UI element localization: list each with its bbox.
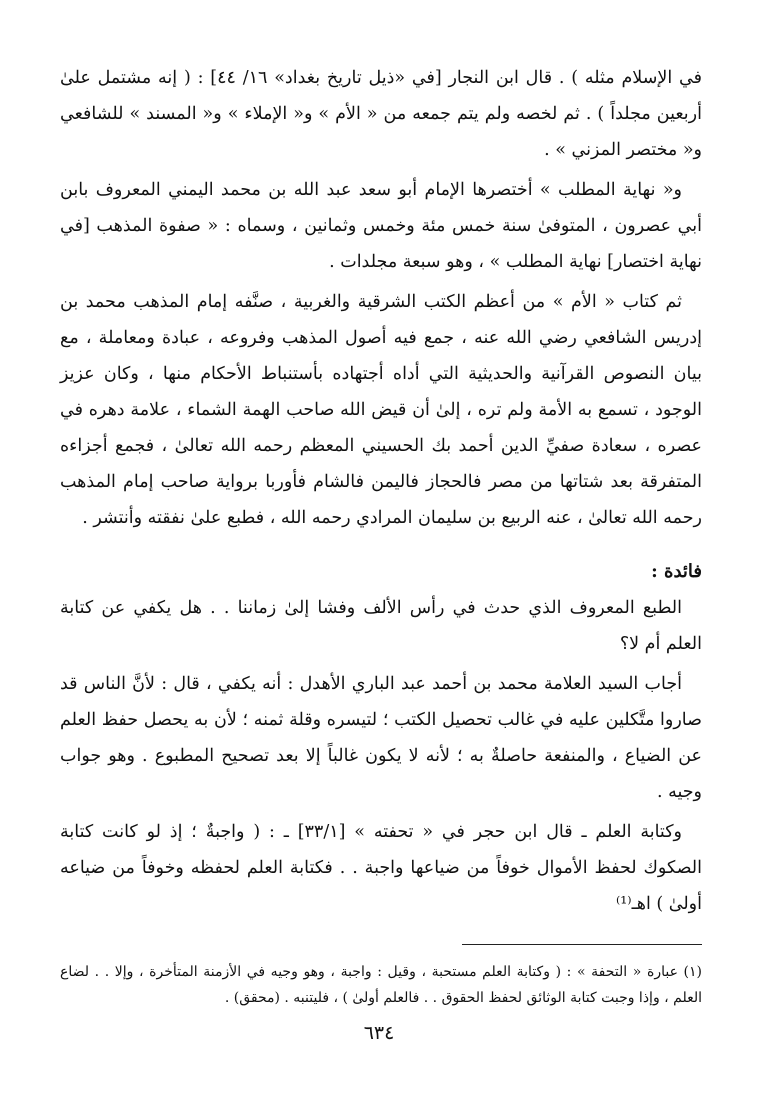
page-number: ٦٣٤ bbox=[363, 1022, 395, 1044]
page-body bbox=[60, 60, 702, 1011]
footnote-divider bbox=[462, 944, 702, 945]
paragraph-1: في الإسلام مثله ) . قال ابن النجار [في «ذيل تاريخ بغداد» ١٦/ ٤٤] : ( إنه مشتمل علىٰ أربعين مجلداً ) . ثم لخصه ولم يتم جمعه من « الأم » و« الإملاء » و« المسند » للشافعي و« مختصر المزني » . bbox=[60, 68, 703, 160]
footnote-1: (١) عبارة « التحفة » : ( وكتابة العلم مستحبة ، وقيل : واجبة ، وهو وجيه في الأزمنة المتأخرة ، وإلا . . لضاع العلم ، وإذا وجبت كتابة الوثائق لحفظ الحقوق . . فالعلم أولىٰ ) ، فليتنبه . (محقق) . bbox=[60, 964, 702, 1006]
faida-heading: فائدة : bbox=[651, 561, 702, 582]
faida-ibn-hajar: وكتابة العلم ـ قال ابن حجر في « تحفته » [٣٣/١] ـ : ( واجبةٌ ؛ إذ لو كانت كتابة الصكوك لحفظ الأموال خوفاً من ضياعها واجبة . . فكتابة العلم لحفظه وخوفاً من ضياعه أولىٰ ) اهـ⁽¹⁾ bbox=[60, 822, 702, 914]
faida-question: الطبع المعروف الذي حدث في رأس الألف وفشا إلىٰ زماننا . . هل يكفي عن كتابة العلم أم لا؟ bbox=[60, 598, 702, 654]
faida-answer: أجاب السيد العلامة محمد بن أحمد عبد الباري الأهدل : أنه يكفي ، قال : لأنَّ الناس قد صاروا متَّكلين عليه في غالب تحصيل الكتب ؛ لتيسره وقلة ثمنه ؛ لأن به يحصل حفظ العلم عن الضياع ، والمنفعة حاصلةٌ به ؛ لأنه لا يكون غالباً إلا بعد تصحيح المطبوع . وهو جواب وجيه . bbox=[60, 674, 702, 802]
paragraph-3: ثم كتاب « الأم » من أعظم الكتب الشرقية والغربية ، صنَّفه إمام المذهب محمد بن إدريس الشافعي رضي الله عنه ، جمع فيه أصول المذهب وفروعه ، عبادة ومعاملة ، مع بيان النصوص القرآنية والحديثية التي أداه أجتهاده بأستنباط الأحكام منها ، وكان عزيز الوجود ، تسمع به الأمة ولم تره ، إلىٰ أن قيض الله صاحب الهمة الشماء ، علامة دهره في عصره ، سعادة صفيِّ الدين أحمد بك الحسيني المعظم رحمه الله تعالىٰ ، فجمع أجزاءه المتفرقة بعد شتاتها من مصر فالحجاز فاليمن فالشام فأوربا برواية صاحب إمام المذهب رحمه الله تعالىٰ ، عنه الربيع بن سليمان المرادي رحمه الله ، فطبع علىٰ نفقته وأنتشر . bbox=[60, 292, 702, 528]
paragraph-2: و« نهاية المطلب » أختصرها الإمام أبو سعد عبد الله بن محمد اليمني المعروف بابن أبي عصرون ، المتوفىٰ سنة خمس مئة وخمس وثمانين ، وسماه : « صفوة المذهب [في نهاية اختصار] نهاية المطلب » ، وهو سبعة مجلدات . bbox=[60, 180, 702, 272]
